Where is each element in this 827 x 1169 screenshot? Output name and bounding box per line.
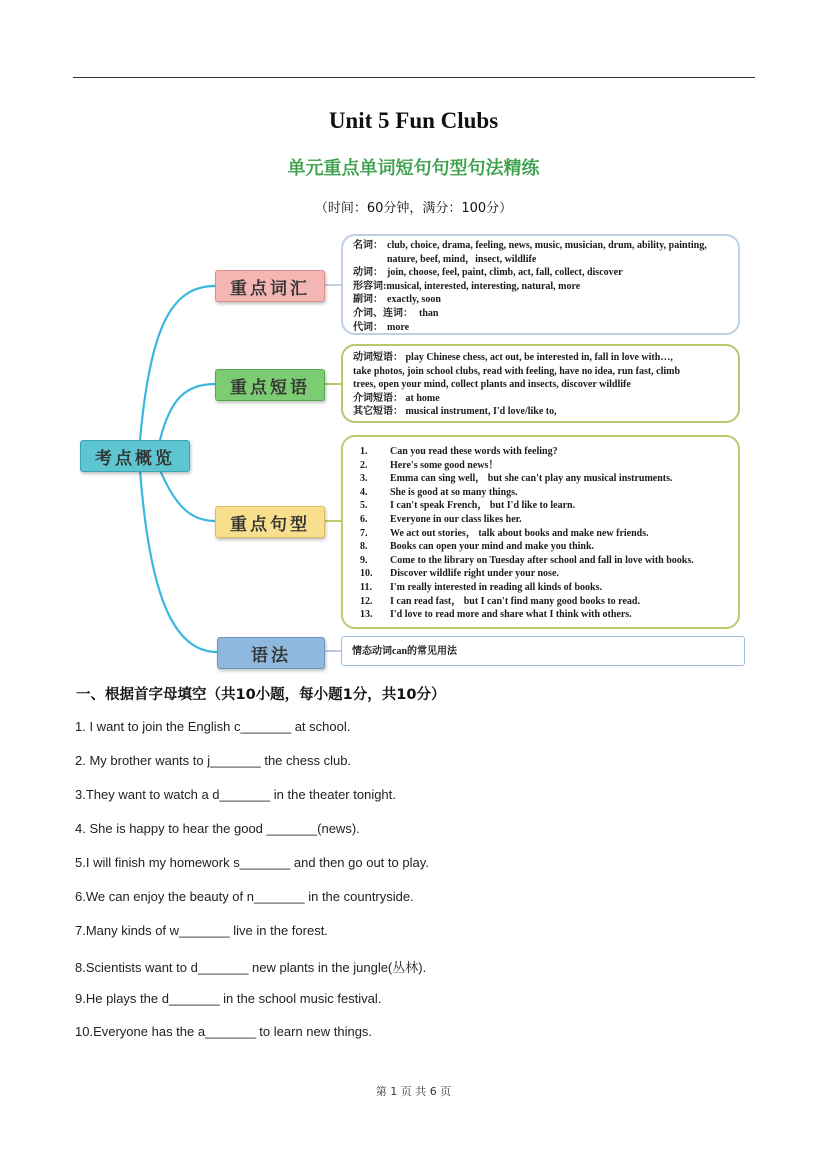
sentence-text: We act out stories， talk about books and make new friends. — [390, 527, 649, 539]
vocab-label: 动词： — [353, 267, 383, 279]
sentence-tag: 重点句型 — [215, 506, 325, 538]
sentence-item — [343, 581, 738, 595]
section-heading: 一、根据首字母填空（共10小题，每小题1分，共10分） — [76, 687, 446, 703]
sentence-item — [343, 595, 738, 609]
phrase-tag: 重点短语 — [215, 369, 325, 401]
sentence-text: She is good at so many things. — [390, 486, 518, 498]
phrase-line: trees, open your mind, collect plants and insects, discover wildlife — [353, 379, 631, 391]
vocab-label: 代词： — [353, 321, 383, 333]
vocab-label: 介词、连词： — [353, 307, 413, 319]
sentence-text: Emma can sing well， but she can't play any musical instruments. — [390, 473, 673, 485]
sentence-item — [343, 459, 738, 473]
sentence-text: Here's some good news！ — [390, 459, 499, 471]
page-footer: 第 1 页 共 6 页 — [375, 1085, 452, 1098]
grammar-tag: 语法 — [217, 637, 325, 669]
sentence-text: Come to the library on Tuesday after school and fall in love with books. — [390, 554, 694, 566]
vocab-content: musical, interested, interesting, natural, more — [386, 280, 581, 292]
sentence-number: 5. — [360, 500, 368, 512]
sentence-text: Everyone in our class likes her. — [390, 513, 522, 525]
page-title: Unit 5 Fun Clubs — [328, 108, 499, 133]
question-3: 3.They want to watch a d_______ in the theater tonight. — [75, 787, 396, 802]
sentence-number: 4. — [360, 486, 368, 498]
sentence-text: Discover wildlife right under your nose. — [390, 568, 559, 580]
vocab-content: exactly, soon — [387, 294, 441, 306]
sentence-number: 8. — [360, 541, 368, 553]
sentence-number: 13. — [360, 609, 373, 621]
sentence-item — [343, 499, 738, 513]
question-10: 10.Everyone has the a_______ to learn new things. — [75, 1024, 373, 1039]
vocab-row — [343, 239, 738, 266]
sentence-number: 9. — [360, 554, 368, 566]
phrase-line: 动词短语： play Chinese chess, act out, be interested in, fall in love with…, — [353, 352, 673, 363]
question-5: 5.I will finish my homework s_______ and then go out to play. — [75, 855, 429, 870]
sentence-text: Books can open your mind and make you think. — [390, 541, 595, 553]
vocab-label: 副词： — [353, 294, 383, 306]
sentence-text: I can't speak French， but I'd like to learn. — [390, 500, 576, 512]
sentence-number: 10. — [360, 568, 373, 580]
sentence-item — [343, 445, 738, 459]
vocab-row — [343, 321, 738, 335]
sentence-text: Can you read these words with feeling? — [390, 446, 558, 457]
vocab-content: than — [419, 307, 439, 319]
vocab-tag: 重点词汇 — [215, 270, 325, 302]
phrase-line: 其它短语： musical instrument, I'd love/like to, — [353, 406, 557, 418]
sentence-number: 7. — [360, 527, 368, 539]
question-4: 4. She is happy to hear the good _______(news). — [75, 821, 360, 836]
sentence-item — [343, 513, 738, 527]
question-1: 1. I want to join the English c_______ at school. — [75, 719, 351, 734]
vocab-content: club, choice, drama, feeling, news, music, musician, drum, ability, painting, nature, beef, mind，insect, wildlife — [387, 240, 707, 265]
vocab-row — [343, 280, 738, 294]
sentence-item — [343, 608, 738, 622]
mindmap-center-tag: 考点概览 — [80, 440, 190, 472]
sentence-number: 11. — [360, 581, 372, 593]
sentence-box — [341, 435, 740, 629]
sentence-number: 6. — [360, 513, 368, 525]
sentence-text: I'm really interested in reading all kinds of books. — [390, 581, 602, 593]
sentence-item — [343, 554, 738, 568]
phrase-line: take photos, join school clubs, read with feeling, have no idea, run fast, climb — [353, 365, 681, 377]
vocab-box — [341, 234, 740, 335]
question-9: 9.He plays the d_______ in the school music festival. — [75, 991, 382, 1006]
sentence-text: I'd love to read more and share what I think with others. — [390, 609, 632, 621]
question-2: 2. My brother wants to j_______ the chess club. — [75, 753, 352, 768]
connector-phrase — [160, 384, 215, 440]
phrase-line: 介词短语： at home — [353, 392, 440, 404]
vocab-row — [343, 266, 738, 280]
time-info: （时间：60分钟，满分：100分） — [314, 201, 513, 216]
vocab-content: more — [387, 321, 410, 333]
connector-grammar — [140, 470, 217, 652]
sentence-item — [343, 567, 738, 581]
connector-sentence — [160, 470, 215, 521]
question-8: 8.Scientists want to d_______ new plants in the jungle(丛林). — [75, 960, 427, 975]
sentence-item — [343, 540, 738, 554]
vocab-label: 名词： — [353, 240, 383, 251]
sentence-item — [343, 527, 738, 541]
sentence-item — [343, 472, 738, 486]
question-7: 7.Many kinds of w_______ live in the forest. — [75, 923, 328, 938]
sentence-number: 2. — [360, 459, 368, 471]
vocab-row — [343, 293, 738, 307]
page-subtitle: 单元重点单词短句句型句法精练 — [287, 158, 540, 179]
vocab-content: join, choose, feel, paint, climb, act, fall, collect, discover — [387, 267, 623, 279]
sentence-number: 12. — [360, 595, 373, 607]
sentence-number: 1. — [360, 446, 368, 457]
question-6: 6.We can enjoy the beauty of n_______ in the countryside. — [75, 889, 414, 904]
sentence-item — [343, 486, 738, 500]
sentence-number: 3. — [360, 473, 368, 485]
sentence-text: I can read fast， but I can't find many good books to read. — [390, 595, 640, 607]
grammar-box: 情态动词can的常见用法 — [341, 636, 745, 666]
phrase-box — [341, 344, 740, 423]
vocab-row — [343, 307, 738, 321]
connector-vocab — [140, 286, 215, 440]
vocab-label: 形容词: — [353, 280, 387, 292]
